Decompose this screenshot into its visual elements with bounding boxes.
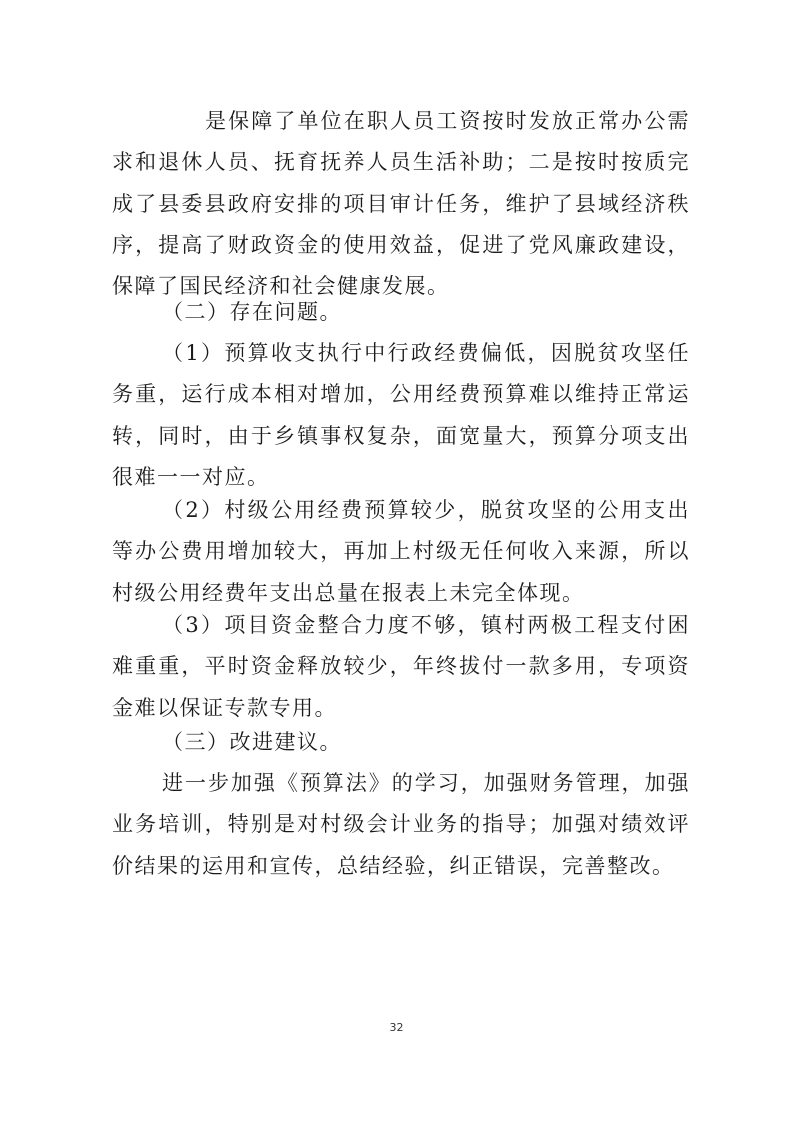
paragraph-suggestions: 进一步加强《预算法》的学习，加强财务管理，加强业务培训，特别是对村级会计业务的指导；加强对绩效评价结果的运用和宣传，总结经验，纠正错误，完善整改。 <box>112 771 690 878</box>
paragraph-problem-2: （2）村级公用经费预算较少，脱贫攻坚的公用支出等办公费用增加较大，再加上村级无任何收入来源，所以村级公用经费年支出总量在报表上未完全体现。 <box>112 498 690 605</box>
section-heading-suggestions: （三）改进建议。 <box>162 730 342 754</box>
paragraph-achievements: 是保障了单位在职人员工资按时发放正常办公需求和退休人员、抚育抚养人员生活补助；二是按时按质完成了县委县政府安排的项目审计任务，维护了县域经济秩序，提高了财政资金的使用效益，促进了党风廉政建设，保障了国民经济和社会健康发展。 <box>112 109 690 299</box>
paragraph-problem-1: （1）预算收支执行中行政经费偏低，因脱贫攻坚任务重，运行成本相对增加，公用经费预算难以维持正常运转，同时，由于乡镇事权复杂，面宽量大，预算分项支出很难一一对应。 <box>112 341 690 489</box>
section-heading-problems: （二）存在问题。 <box>162 300 342 324</box>
page-number: 32 <box>389 1021 404 1034</box>
paragraph-problem-3: （3）项目资金整合力度不够，镇村两极工程支付困难重重，平时资金释放较少，年终拔付一款多用，专项资金难以保证专款专用。 <box>112 613 690 720</box>
